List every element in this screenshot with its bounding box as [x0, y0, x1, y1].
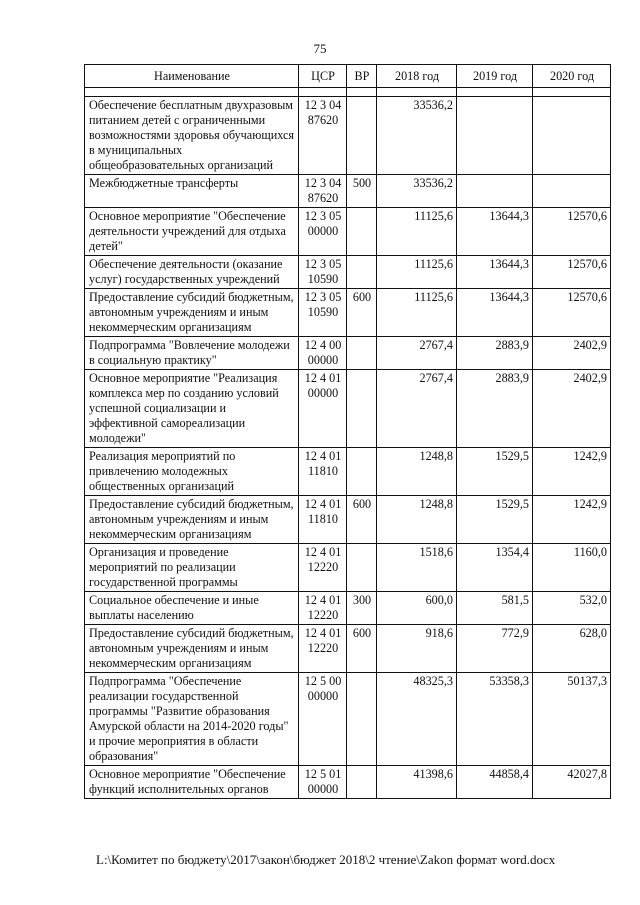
cell-2018: 48325,3 — [377, 673, 457, 766]
budget-table — [84, 64, 611, 799]
cell-name: Предоставление субсидий бюджетным, автономным учреждениям и иным некоммерческим организациям — [85, 496, 299, 544]
cell-2018: 11125,6 — [377, 289, 457, 337]
cell-csr: 12 3 05 10590 — [299, 256, 347, 289]
header-2020: 2020 год — [533, 65, 611, 88]
header-2019: 2019 год — [457, 65, 533, 88]
cell-2018: 33536,2 — [377, 97, 457, 175]
cell-vr: 600 — [347, 496, 377, 544]
cell-name: Основное мероприятие "Обеспечение функций исполнительных органов — [85, 766, 299, 799]
cell-2018: 1248,8 — [377, 496, 457, 544]
table-row — [85, 496, 611, 544]
cell-2018: 600,0 — [377, 592, 457, 625]
cell-csr: 12 3 05 00000 — [299, 208, 347, 256]
table-row — [85, 766, 611, 799]
table-row — [85, 208, 611, 256]
cell-csr: 12 4 01 12220 — [299, 625, 347, 673]
file-path-footer: L:\Комитет по бюджету\2017\закон\бюджет 2018\2 чтение\Zakon формат word.docx — [96, 852, 556, 867]
table-row — [85, 370, 611, 448]
cell-2019 — [457, 175, 533, 208]
cell-2019: 772,9 — [457, 625, 533, 673]
header-csr: ЦСР — [299, 65, 347, 88]
cell-2019: 1529,5 — [457, 496, 533, 544]
cell-vr: 500 — [347, 175, 377, 208]
cell-vr — [347, 370, 377, 448]
table-row — [85, 175, 611, 208]
cell-vr — [347, 97, 377, 175]
table-row — [85, 673, 611, 766]
cell-2020: 12570,6 — [533, 289, 611, 337]
cell-2018: 1518,6 — [377, 544, 457, 592]
cell-2018: 11125,6 — [377, 208, 457, 256]
cell-2020: 12570,6 — [533, 208, 611, 256]
cell-csr: 12 5 00 00000 — [299, 673, 347, 766]
cell-2019: 581,5 — [457, 592, 533, 625]
table-row — [85, 625, 611, 673]
cell-vr: 600 — [347, 625, 377, 673]
cell-name: Социальное обеспечение и иные выплаты населению — [85, 592, 299, 625]
table-spacer-row — [85, 88, 611, 97]
cell-name: Основное мероприятие "Обеспечение деятельности учреждений для отдыха детей" — [85, 208, 299, 256]
cell-name: Подпрограмма "Обеспечение реализации государственной программы "Развитие образования Амурской области на 2014-2020 годы" и прочие мероприятия в области образования" — [85, 673, 299, 766]
cell-csr: 12 4 01 11810 — [299, 448, 347, 496]
table-row — [85, 544, 611, 592]
cell-2020: 2402,9 — [533, 370, 611, 448]
cell-2020 — [533, 175, 611, 208]
cell-2020: 2402,9 — [533, 337, 611, 370]
cell-2020: 1242,9 — [533, 496, 611, 544]
cell-2020: 1160,0 — [533, 544, 611, 592]
cell-vr — [347, 337, 377, 370]
table-row — [85, 448, 611, 496]
page-number: 75 — [313, 41, 327, 56]
header-2018: 2018 год — [377, 65, 457, 88]
cell-csr: 12 4 01 11810 — [299, 496, 347, 544]
cell-2018: 33536,2 — [377, 175, 457, 208]
cell-name: Реализация мероприятий по привлечению молодежных общественных организаций — [85, 448, 299, 496]
cell-csr: 12 4 01 12220 — [299, 544, 347, 592]
cell-name: Организация и проведение мероприятий по реализации государственной программы — [85, 544, 299, 592]
cell-2020: 532,0 — [533, 592, 611, 625]
cell-2020: 1242,9 — [533, 448, 611, 496]
cell-csr: 12 5 01 00000 — [299, 766, 347, 799]
cell-vr — [347, 448, 377, 496]
cell-vr — [347, 766, 377, 799]
cell-name: Обеспечение деятельности (оказание услуг) государственных учреждений — [85, 256, 299, 289]
cell-2019: 13644,3 — [457, 208, 533, 256]
cell-csr: 12 4 01 00000 — [299, 370, 347, 448]
cell-2019: 2883,9 — [457, 370, 533, 448]
cell-vr — [347, 208, 377, 256]
cell-2018: 11125,6 — [377, 256, 457, 289]
cell-2019: 13644,3 — [457, 256, 533, 289]
cell-csr: 12 3 05 10590 — [299, 289, 347, 337]
cell-2019: 1529,5 — [457, 448, 533, 496]
cell-2019: 2883,9 — [457, 337, 533, 370]
cell-csr: 12 4 00 00000 — [299, 337, 347, 370]
cell-vr — [347, 256, 377, 289]
cell-vr: 300 — [347, 592, 377, 625]
table-row — [85, 97, 611, 175]
cell-2020 — [533, 97, 611, 175]
cell-vr — [347, 673, 377, 766]
table-row — [85, 592, 611, 625]
cell-2018: 1248,8 — [377, 448, 457, 496]
cell-name: Обеспечение бесплатным двухразовым питанием детей с ограниченными возможностями здоровья обучающихся в муниципальных общеобразовательных организаций — [85, 97, 299, 175]
table-row — [85, 256, 611, 289]
cell-name: Межбюджетные трансферты — [85, 175, 299, 208]
table-header-row — [85, 65, 611, 88]
cell-2019: 53358,3 — [457, 673, 533, 766]
header-name: Наименование — [85, 65, 299, 88]
cell-2020: 50137,3 — [533, 673, 611, 766]
header-vr: ВР — [347, 65, 377, 88]
cell-2019: 44858,4 — [457, 766, 533, 799]
cell-vr — [347, 544, 377, 592]
cell-2019: 1354,4 — [457, 544, 533, 592]
table-body — [85, 88, 611, 799]
cell-name: Предоставление субсидий бюджетным, автономным учреждениям и иным некоммерческим организациям — [85, 289, 299, 337]
table-row — [85, 337, 611, 370]
cell-2020: 628,0 — [533, 625, 611, 673]
cell-csr: 12 3 04 87620 — [299, 175, 347, 208]
cell-name: Основное мероприятие "Реализация комплекса мер по созданию условий успешной социализации и эффективной самореализации молодежи" — [85, 370, 299, 448]
cell-2018: 918,6 — [377, 625, 457, 673]
cell-2020: 12570,6 — [533, 256, 611, 289]
cell-name: Подпрограмма "Вовлечение молодежи в социальную практику" — [85, 337, 299, 370]
cell-2018: 41398,6 — [377, 766, 457, 799]
cell-2018: 2767,4 — [377, 337, 457, 370]
cell-2020: 42027,8 — [533, 766, 611, 799]
cell-vr: 600 — [347, 289, 377, 337]
table-row — [85, 289, 611, 337]
cell-csr: 12 4 01 12220 — [299, 592, 347, 625]
cell-2019: 13644,3 — [457, 289, 533, 337]
cell-2019 — [457, 97, 533, 175]
cell-name: Предоставление субсидий бюджетным, автономным учреждениям и иным некоммерческим организациям — [85, 625, 299, 673]
cell-2018: 2767,4 — [377, 370, 457, 448]
cell-csr: 12 3 04 87620 — [299, 97, 347, 175]
